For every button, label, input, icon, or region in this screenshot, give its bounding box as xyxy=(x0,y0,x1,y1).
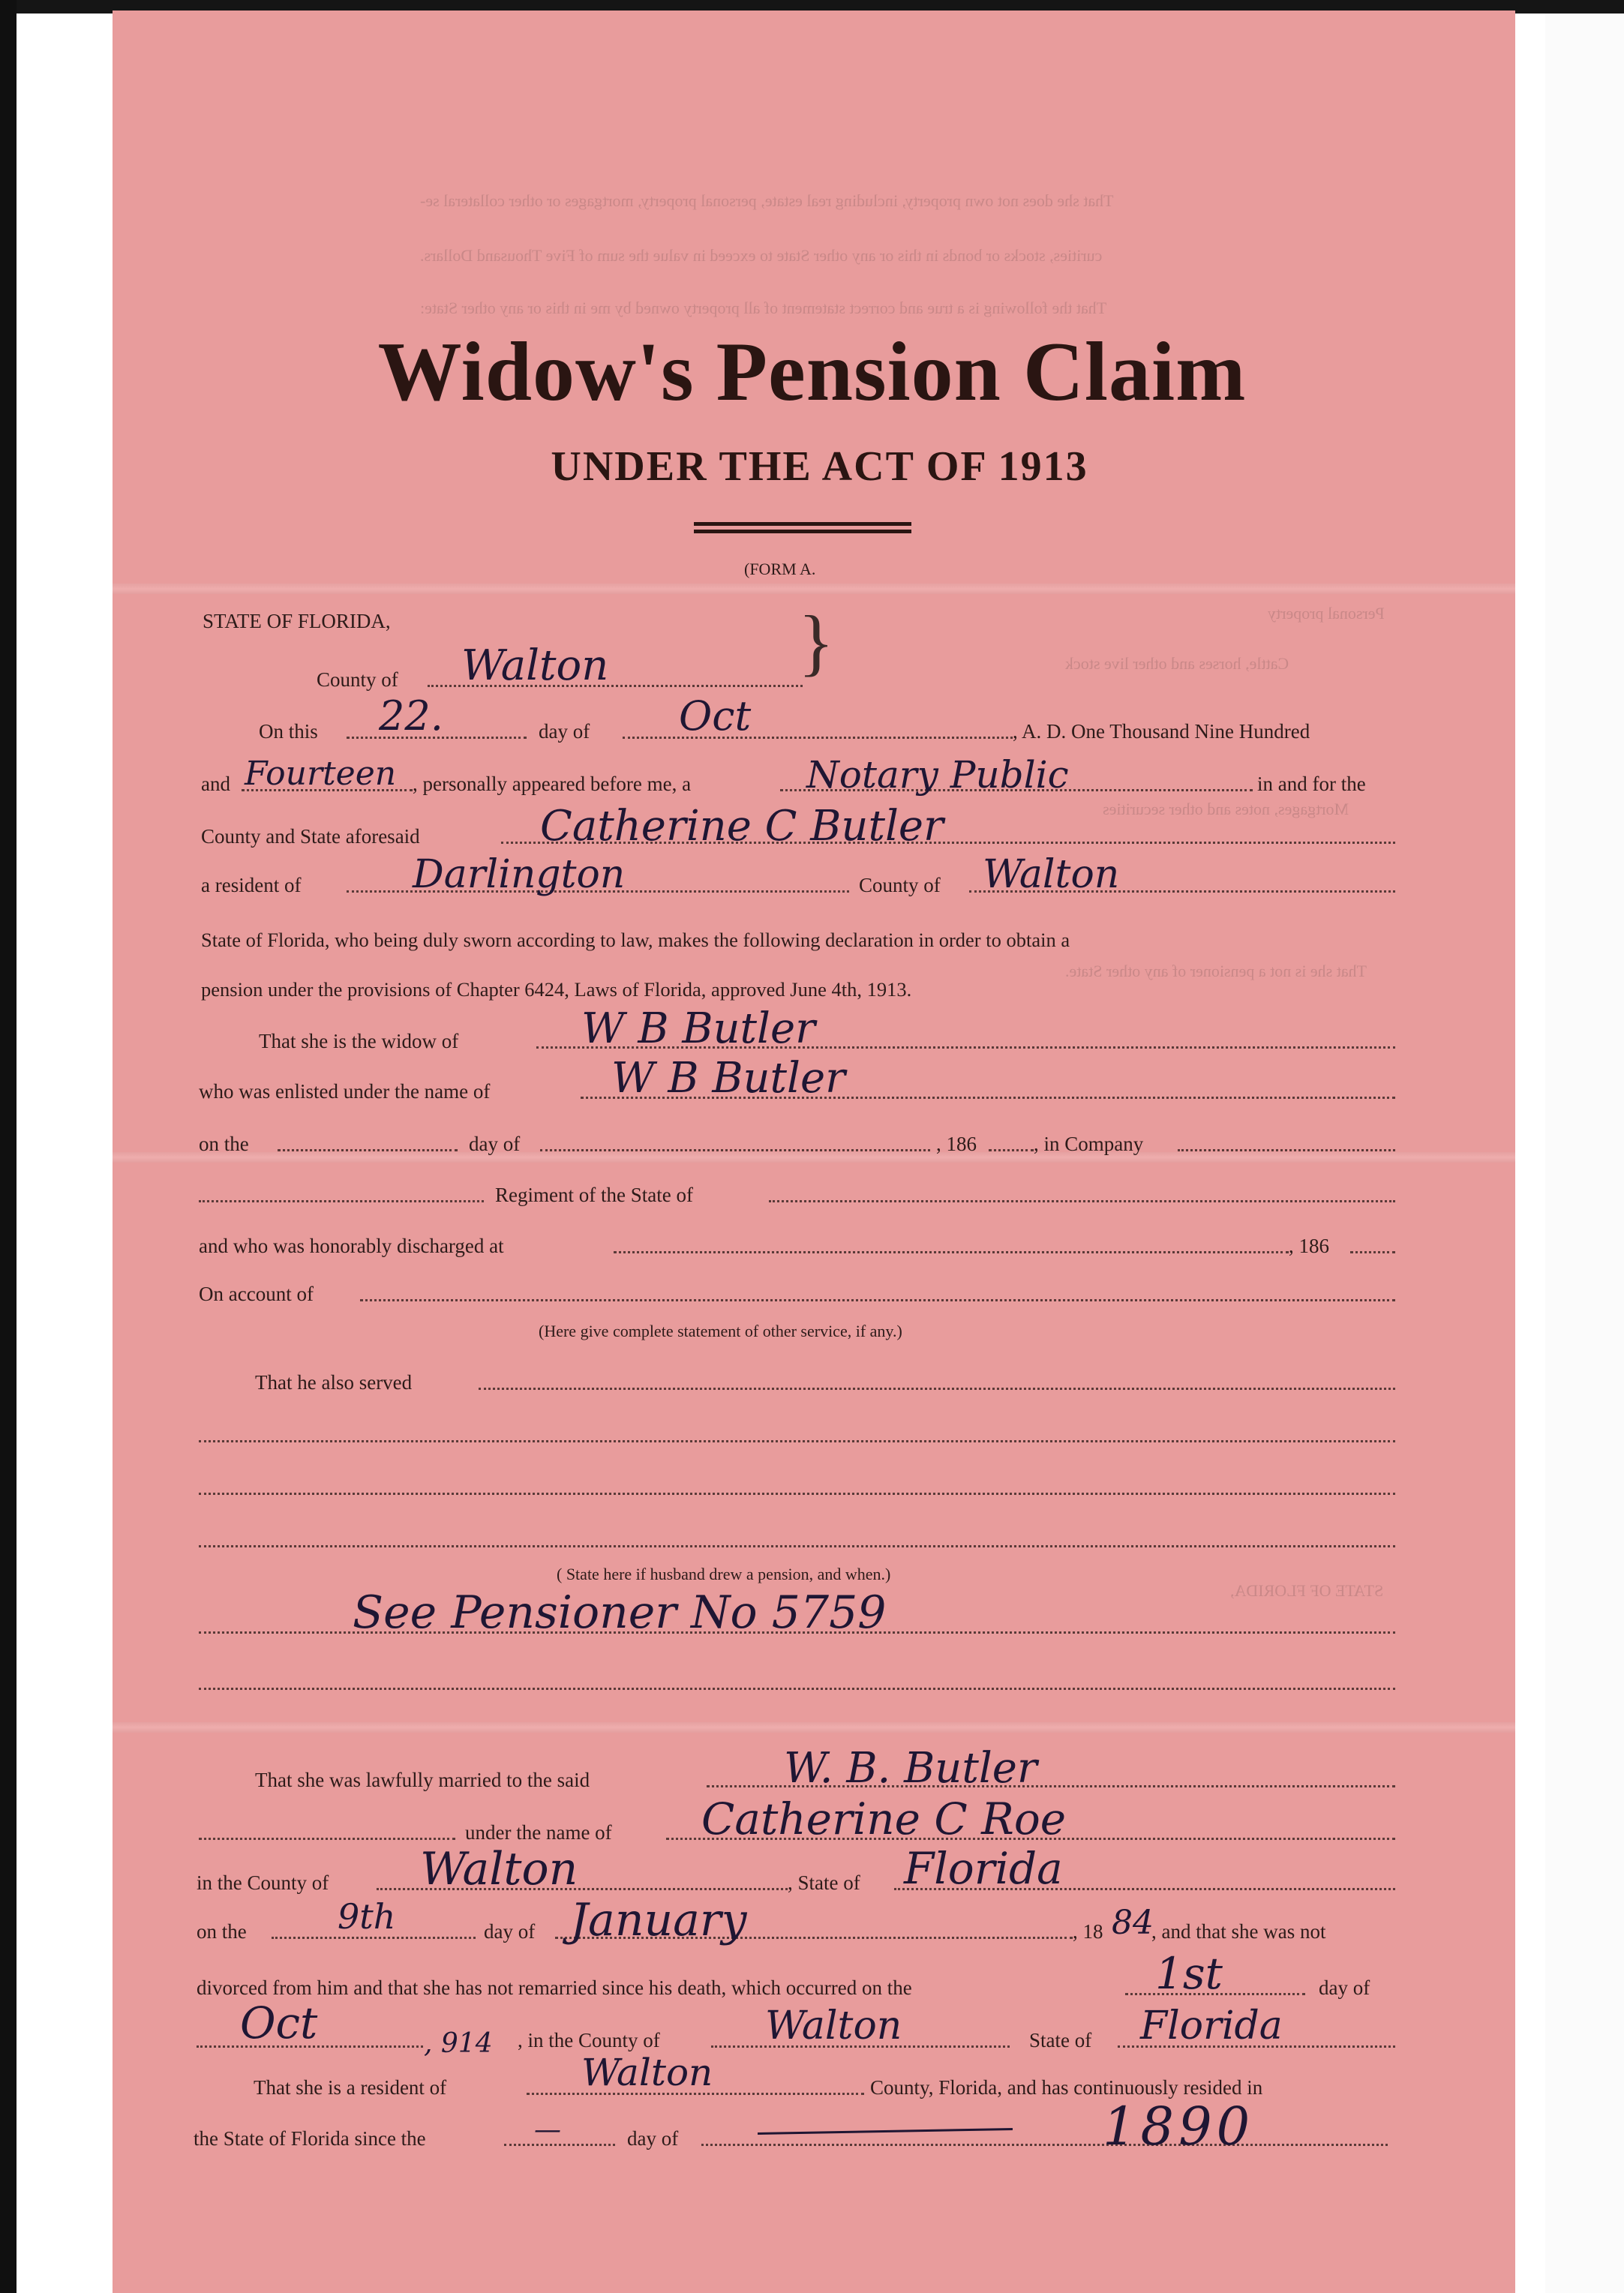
since-year-value: 1890 xyxy=(1103,2096,1255,2157)
not-divorced-text: , and that she was not xyxy=(1151,1920,1326,1943)
husband-value: W. B. Butler xyxy=(784,1744,1037,1793)
since-day-value: — xyxy=(534,2114,561,2145)
county-state-label: County and State aforesaid xyxy=(201,825,420,848)
county-of-label: County of xyxy=(859,874,941,896)
claimant-value: Catherine C Butler xyxy=(540,802,944,851)
bleed-through-text: That the following is a true and correct statement of all property owned by me in this or any other State: xyxy=(420,299,1107,317)
bleed-through-text: Cattle, horses and other live stock xyxy=(1065,654,1289,673)
here-give-note: (Here give complete statement of other service, if any.) xyxy=(539,1322,902,1340)
regiment-label: Regiment of the State of xyxy=(495,1184,693,1206)
death-month-value: Oct xyxy=(240,1997,318,2048)
form-label: (FORM A. xyxy=(744,560,816,578)
year-18-label: , 18 xyxy=(1073,1920,1103,1943)
form-subtitle: UNDER THE ACT OF 1913 xyxy=(551,443,1088,490)
widow-of-value: W B Butler xyxy=(581,1004,815,1053)
death-state-label: State of xyxy=(1029,2029,1092,2051)
bracket: } xyxy=(798,600,834,683)
month-value: Oct xyxy=(679,692,752,740)
officer-value: Notary Public xyxy=(806,753,1069,797)
marriage-month-value: January xyxy=(570,1894,747,1946)
title-rule xyxy=(694,522,911,526)
on-the-label: on the xyxy=(197,1920,247,1943)
bleed-through-text: curities, stocks or bonds in this or any other State to exceed in value the sum of Five Thousand Dollars. xyxy=(420,246,1103,265)
in-company-label: , in Company xyxy=(1034,1133,1144,1155)
marriage-year-value: 84 xyxy=(1112,1904,1154,1942)
bleed-through-text: Mortgages, notes and other securities xyxy=(1103,800,1349,818)
county-value: Walton xyxy=(461,641,609,690)
day-of-label: day of xyxy=(539,720,590,743)
marriage-state-value: Florida xyxy=(904,1843,1063,1894)
sworn-text-line2: pension under the provisions of Chapter 6424, Laws of Florida, approved June 4th, 1913. xyxy=(201,978,912,1001)
on-this-label: On this xyxy=(259,720,318,743)
day-value: 22. xyxy=(379,692,443,740)
county-label: County of xyxy=(317,668,398,691)
state-of-label: , State of xyxy=(788,1871,860,1894)
day-of-label: day of xyxy=(469,1133,521,1155)
day-of-label: day of xyxy=(1319,1976,1370,1999)
paper-fold xyxy=(113,584,1515,594)
year-186-label: , 186 xyxy=(936,1133,977,1155)
paper-fold xyxy=(113,1152,1515,1163)
pension-value: See Pensioner No 5759 xyxy=(353,1586,887,1639)
day-of-label: day of xyxy=(484,1920,536,1943)
in-county-label: in the County of xyxy=(197,1871,329,1894)
enlisted-label: who was enlisted under the name of xyxy=(199,1080,491,1103)
death-county-label: , in the County of xyxy=(518,2029,660,2051)
day-of-label: day of xyxy=(627,2127,679,2150)
resident-value: Darlington xyxy=(413,852,626,897)
year-value: Fourteen xyxy=(245,755,397,793)
ad-text: , A. D. One Thousand Nine Hundred xyxy=(1013,720,1310,743)
in-and-for-label: in and for the xyxy=(1257,773,1366,795)
married-label: That she was lawfully married to the said xyxy=(255,1769,590,1791)
death-county-value: Walton xyxy=(765,2003,902,2048)
form-title: Widow's Pension Claim xyxy=(377,326,1247,419)
discharged-label: and who was honorably discharged at xyxy=(199,1235,504,1257)
title-rule xyxy=(694,530,911,533)
marriage-county-value: Walton xyxy=(420,1843,578,1895)
resident-county-value: Walton xyxy=(581,2051,713,2094)
also-served-label: That he also served xyxy=(255,1371,413,1394)
appeared-text: , personally appeared before me, a xyxy=(413,773,692,795)
resident-label: a resident of xyxy=(201,874,302,896)
on-account-label: On account of xyxy=(199,1283,314,1305)
discharged-year-label: , 186 xyxy=(1289,1235,1329,1257)
death-state-value: Florida xyxy=(1140,2003,1283,2048)
state-here-note: ( State here if husband drew a pension, and when.) xyxy=(557,1565,891,1583)
resident-county-value: Walton xyxy=(983,852,1120,897)
paper-fold xyxy=(113,1722,1515,1733)
bleed-through-text: That she is not a pensioner of any other State. xyxy=(1065,962,1367,980)
divorced-text: divorced from him and that she has not remarried since his death, which occurred on the xyxy=(197,1976,912,1999)
bleed-through-text: STATE OF FLORIDA, xyxy=(1230,1581,1384,1600)
maiden-name-value: Catherine C Roe xyxy=(701,1793,1067,1844)
enlisted-value: W B Butler xyxy=(611,1054,845,1103)
sworn-text-line1: State of Florida, who being duly sworn according to law, makes the following declaration in order to obtain a xyxy=(201,929,1070,951)
bleed-through-text: Personal property xyxy=(1268,604,1385,623)
and-label: and xyxy=(201,773,230,795)
death-year-value: , 914 xyxy=(424,2028,493,2059)
on-the-label: on the xyxy=(199,1133,249,1155)
state-label: STATE OF FLORIDA, xyxy=(203,610,391,632)
resident-of-label: That she is a resident of xyxy=(254,2076,447,2099)
bleed-through-text: That she does not own property, including real estate, personal property, mortgages or other collateral se- xyxy=(420,191,1114,210)
death-day-value: 1st xyxy=(1155,1948,1223,1999)
widow-label: That she is the widow of xyxy=(259,1030,459,1052)
under-name-label: under the name of xyxy=(465,1821,612,1844)
continuously-text: County, Florida, and has continuously resided in xyxy=(870,2076,1263,2099)
marriage-day-value: 9th xyxy=(338,1896,396,1937)
since-label: the State of Florida since the xyxy=(194,2127,426,2150)
